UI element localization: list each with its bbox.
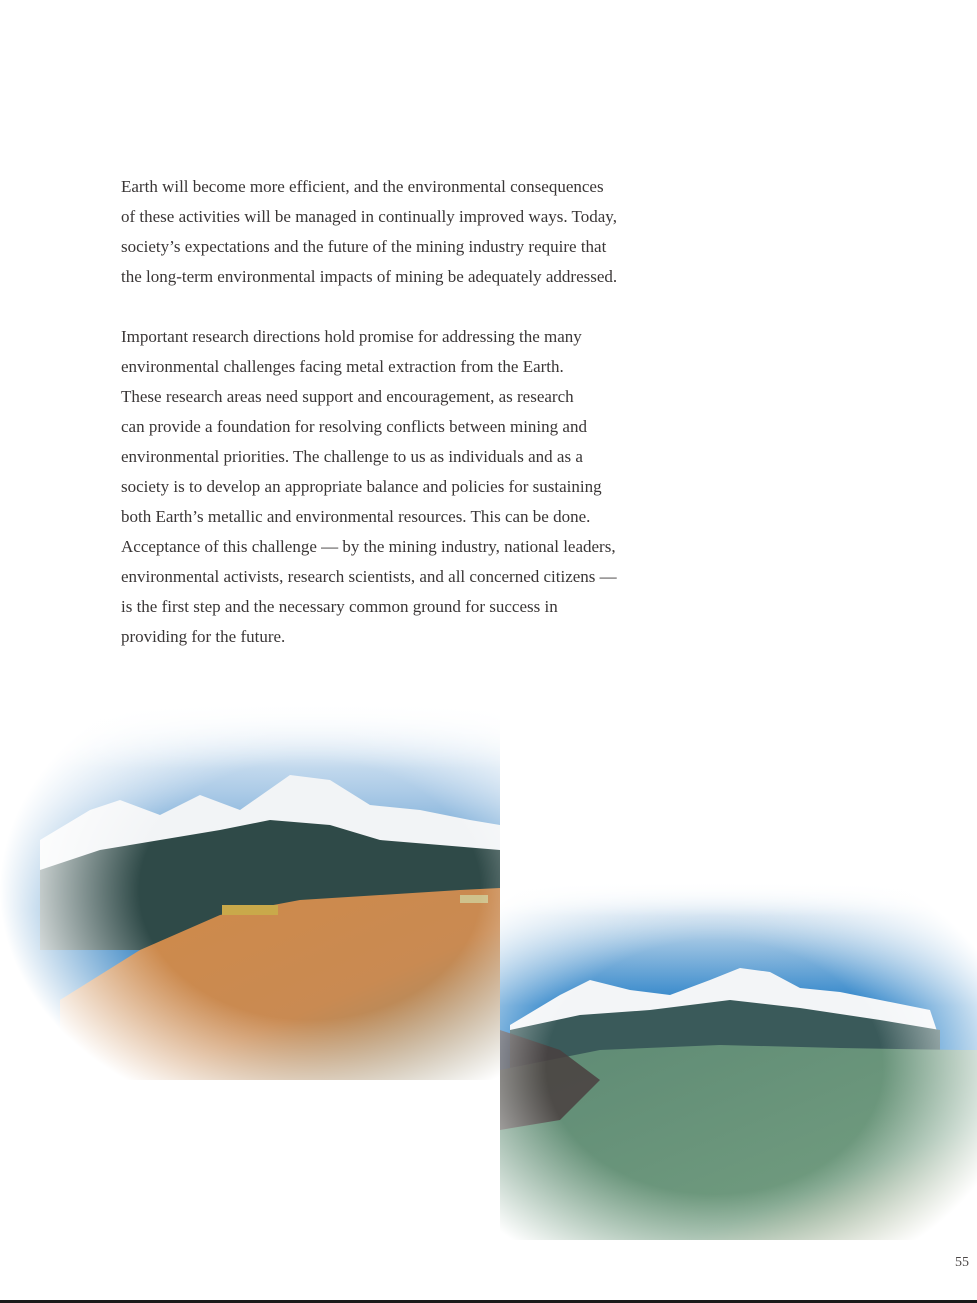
text-line: of these activities will be managed in continually improved ways. Today, bbox=[121, 207, 617, 226]
body-text bbox=[121, 172, 681, 652]
text-line: providing for the future. bbox=[121, 627, 286, 646]
text-line: society’s expectations and the future of the mining industry require that bbox=[121, 237, 607, 256]
text-line: Earth will become more efficient, and the environmental consequences bbox=[121, 177, 604, 196]
text-line: environmental challenges facing metal extraction from the Earth. bbox=[121, 357, 564, 376]
mine-site-photo-left bbox=[0, 700, 500, 1080]
text-line: is the first step and the necessary common ground for success in bbox=[121, 597, 558, 616]
text-line: both Earth’s metallic and environmental resources. This can be done. bbox=[121, 507, 591, 526]
paragraph-1 bbox=[121, 172, 681, 292]
text-line: These research areas need support and encouragement, as research bbox=[121, 387, 574, 406]
text-line: Acceptance of this challenge — by the mining industry, national leaders, bbox=[121, 537, 616, 556]
text-line: Important research directions hold promise for addressing the many bbox=[121, 327, 582, 346]
text-line: environmental activists, research scientists, and all concerned citizens — bbox=[121, 567, 617, 586]
text-line: environmental priorities. The challenge to us as individuals and as a bbox=[121, 447, 583, 466]
reclaimed-site-photo-right bbox=[500, 880, 977, 1240]
text-line: the long-term environmental impacts of mining be adequately addressed. bbox=[121, 267, 618, 286]
page-number: 55 bbox=[955, 1255, 969, 1270]
text-line: society is to develop an appropriate balance and policies for sustaining bbox=[121, 477, 602, 496]
paragraph-2 bbox=[121, 322, 681, 652]
text-line: can provide a foundation for resolving conflicts between mining and bbox=[121, 417, 587, 436]
